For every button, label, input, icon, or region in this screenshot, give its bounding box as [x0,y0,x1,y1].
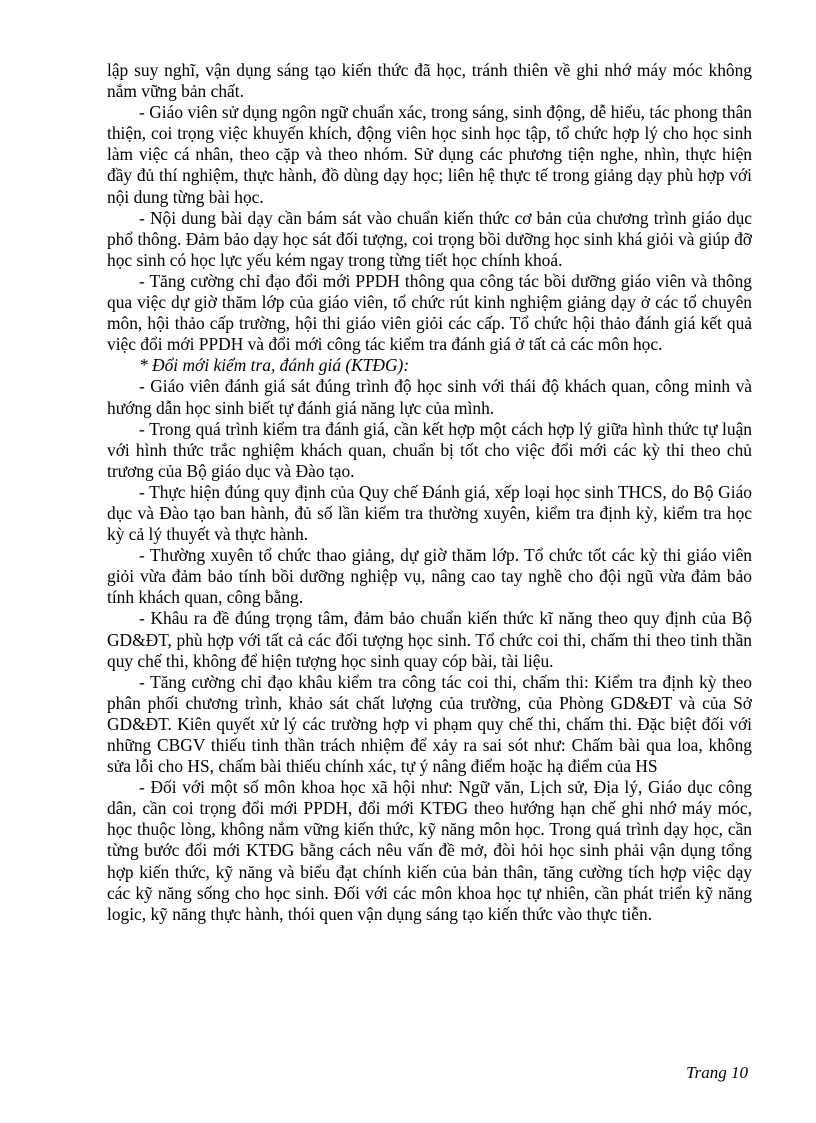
paragraph: - Giáo viên sử dụng ngôn ngữ chuẩn xác, trong sáng, sinh động, dễ hiểu, tác phong thân thiện, coi trọng việc khuyến khích, động viên học sinh học tập, tổ chức hợp lý cho học sinh làm việc cá nhân, theo cặp và theo nhóm. Sử dụng các phương tiện nghe, nhìn, thực hiện đầy đủ thí nghiệm, thực hành, đồ dùng dạy học; liên hệ thực tế trong giảng dạy phù hợp với nội dung từng bài học. [107,102,752,207]
paragraph-continuation: lập suy nghĩ, vận dụng sáng tạo kiến thức đã học, tránh thiên về ghi nhớ máy móc không nắm vững bản chất. [107,60,752,102]
paragraph: - Tăng cường chỉ đạo khâu kiểm tra công tác coi thi, chấm thi: Kiểm tra định kỳ theo phân phối chương trình, khảo sát chất lượng của trường, của Phòng GD&ĐT và của Sở GD&ĐT. Kiên quyết xử lý các trường hợp vi phạm quy chế thi, chấm thi. Đặc biệt đối với những CBGV thiếu tinh thần trách nhiệm để xảy ra sai sót như: Chấm bài qua loa, không sửa lỗi cho HS, chấm bài thiếu chính xác, tự ý nâng điểm hoặc hạ điểm của HS [107,671,752,777]
document-page [107,60,752,925]
paragraph: - Khâu ra đề đúng trọng tâm, đảm bảo chuẩn kiến thức kĩ năng theo quy định của Bộ GD&ĐT, phù hợp với tất cả các đối tượng học sinh. Tổ chức coi thi, chấm thi theo tinh thần quy chế thi, không để hiện tượng học sinh quay cóp bài, tài liệu. [107,608,752,671]
paragraph: - Tăng cường chỉ đạo đổi mới PPDH thông qua công tác bồi dưỡng giáo viên và thông qua việc dự giờ thăm lớp của giáo viên, tổ chức rút kinh nghiệm giảng dạy ở các tổ chuyên môn, hội thảo cấp trường, hội thi giáo viên giỏi các cấp. Tổ chức hội thảo đánh giá kết quả việc đổi mới PPDH và đổi mới công tác kiểm tra đánh giá ở tất cả các môn học. [107,270,752,355]
paragraph: - Thường xuyên tổ chức thao giảng, dự giờ thăm lớp. Tổ chức tốt các kỳ thi giáo viên giỏi vừa đảm bảo tính bồi dưỡng nghiệp vụ, nâng cao tay nghề cho đội ngũ vừa đảm bảo tính khách quan, công bằng. [107,545,752,608]
section-heading: * Đổi mới kiểm tra, đánh giá (KTĐG): [139,355,410,376]
paragraph: - Trong quá trình kiểm tra đánh giá, cần kết hợp một cách hợp lý giữa hình thức tự luận với hình thức trắc nghiệm khách quan, chuẩn bị tốt cho việc đổi mới các kỳ thi theo chủ trương của Bộ giáo dục và Đào tạo. [107,418,752,481]
paragraph: - Nội dung bài dạy cần bám sát vào chuẩn kiến thức cơ bản của chương trình giáo dục phổ thông. Đảm bảo dạy học sát đối tượng, coi trọng bồi dưỡng học sinh khá giỏi và giúp đỡ học sinh có học lực yếu kém ngay trong từng tiết học chính khoá. [107,207,752,270]
paragraph: - Giáo viên đánh giá sát đúng trình độ học sinh với thái độ khách quan, công minh và hướng dẫn học sinh biết tự đánh giá năng lực của mình. [107,376,752,418]
page-number: Trang 10 [686,1063,748,1082]
paragraph: - Thực hiện đúng quy định của Quy chế Đánh giá, xếp loại học sinh THCS, do Bộ Giáo dục và Đào tạo ban hành, đủ số lần kiểm tra thường xuyên, kiểm tra định kỳ, kiểm tra học kỳ cả lý thuyết và thực hành. [107,481,752,545]
paragraph: - Đối với một số môn khoa học xã hội như: Ngữ văn, Lịch sử, Địa lý, Giáo dục công dân, cần coi trọng đổi mới PPDH, đổi mới KTĐG theo hướng hạn chế ghi nhớ máy móc, học thuộc lòng, không nắm vững kiến thức, kỹ năng môn học. Trong quá trình dạy học, cần từng bước đổi mới KTĐG bằng cách nêu vấn đề mở, đòi hỏi học sinh phải vận dụng tổng hợp kiến thức, kỹ năng và biểu đạt chính kiến của bản thân, tăng cường tích hợp việc dạy các kỹ năng sống cho học sinh. Đối với các môn khoa học tự nhiên, cần phát triển kỹ năng logic, kỹ năng thực hành, thói quen vận dụng sáng tạo kiến thức vào thực tiễn. [107,777,752,924]
